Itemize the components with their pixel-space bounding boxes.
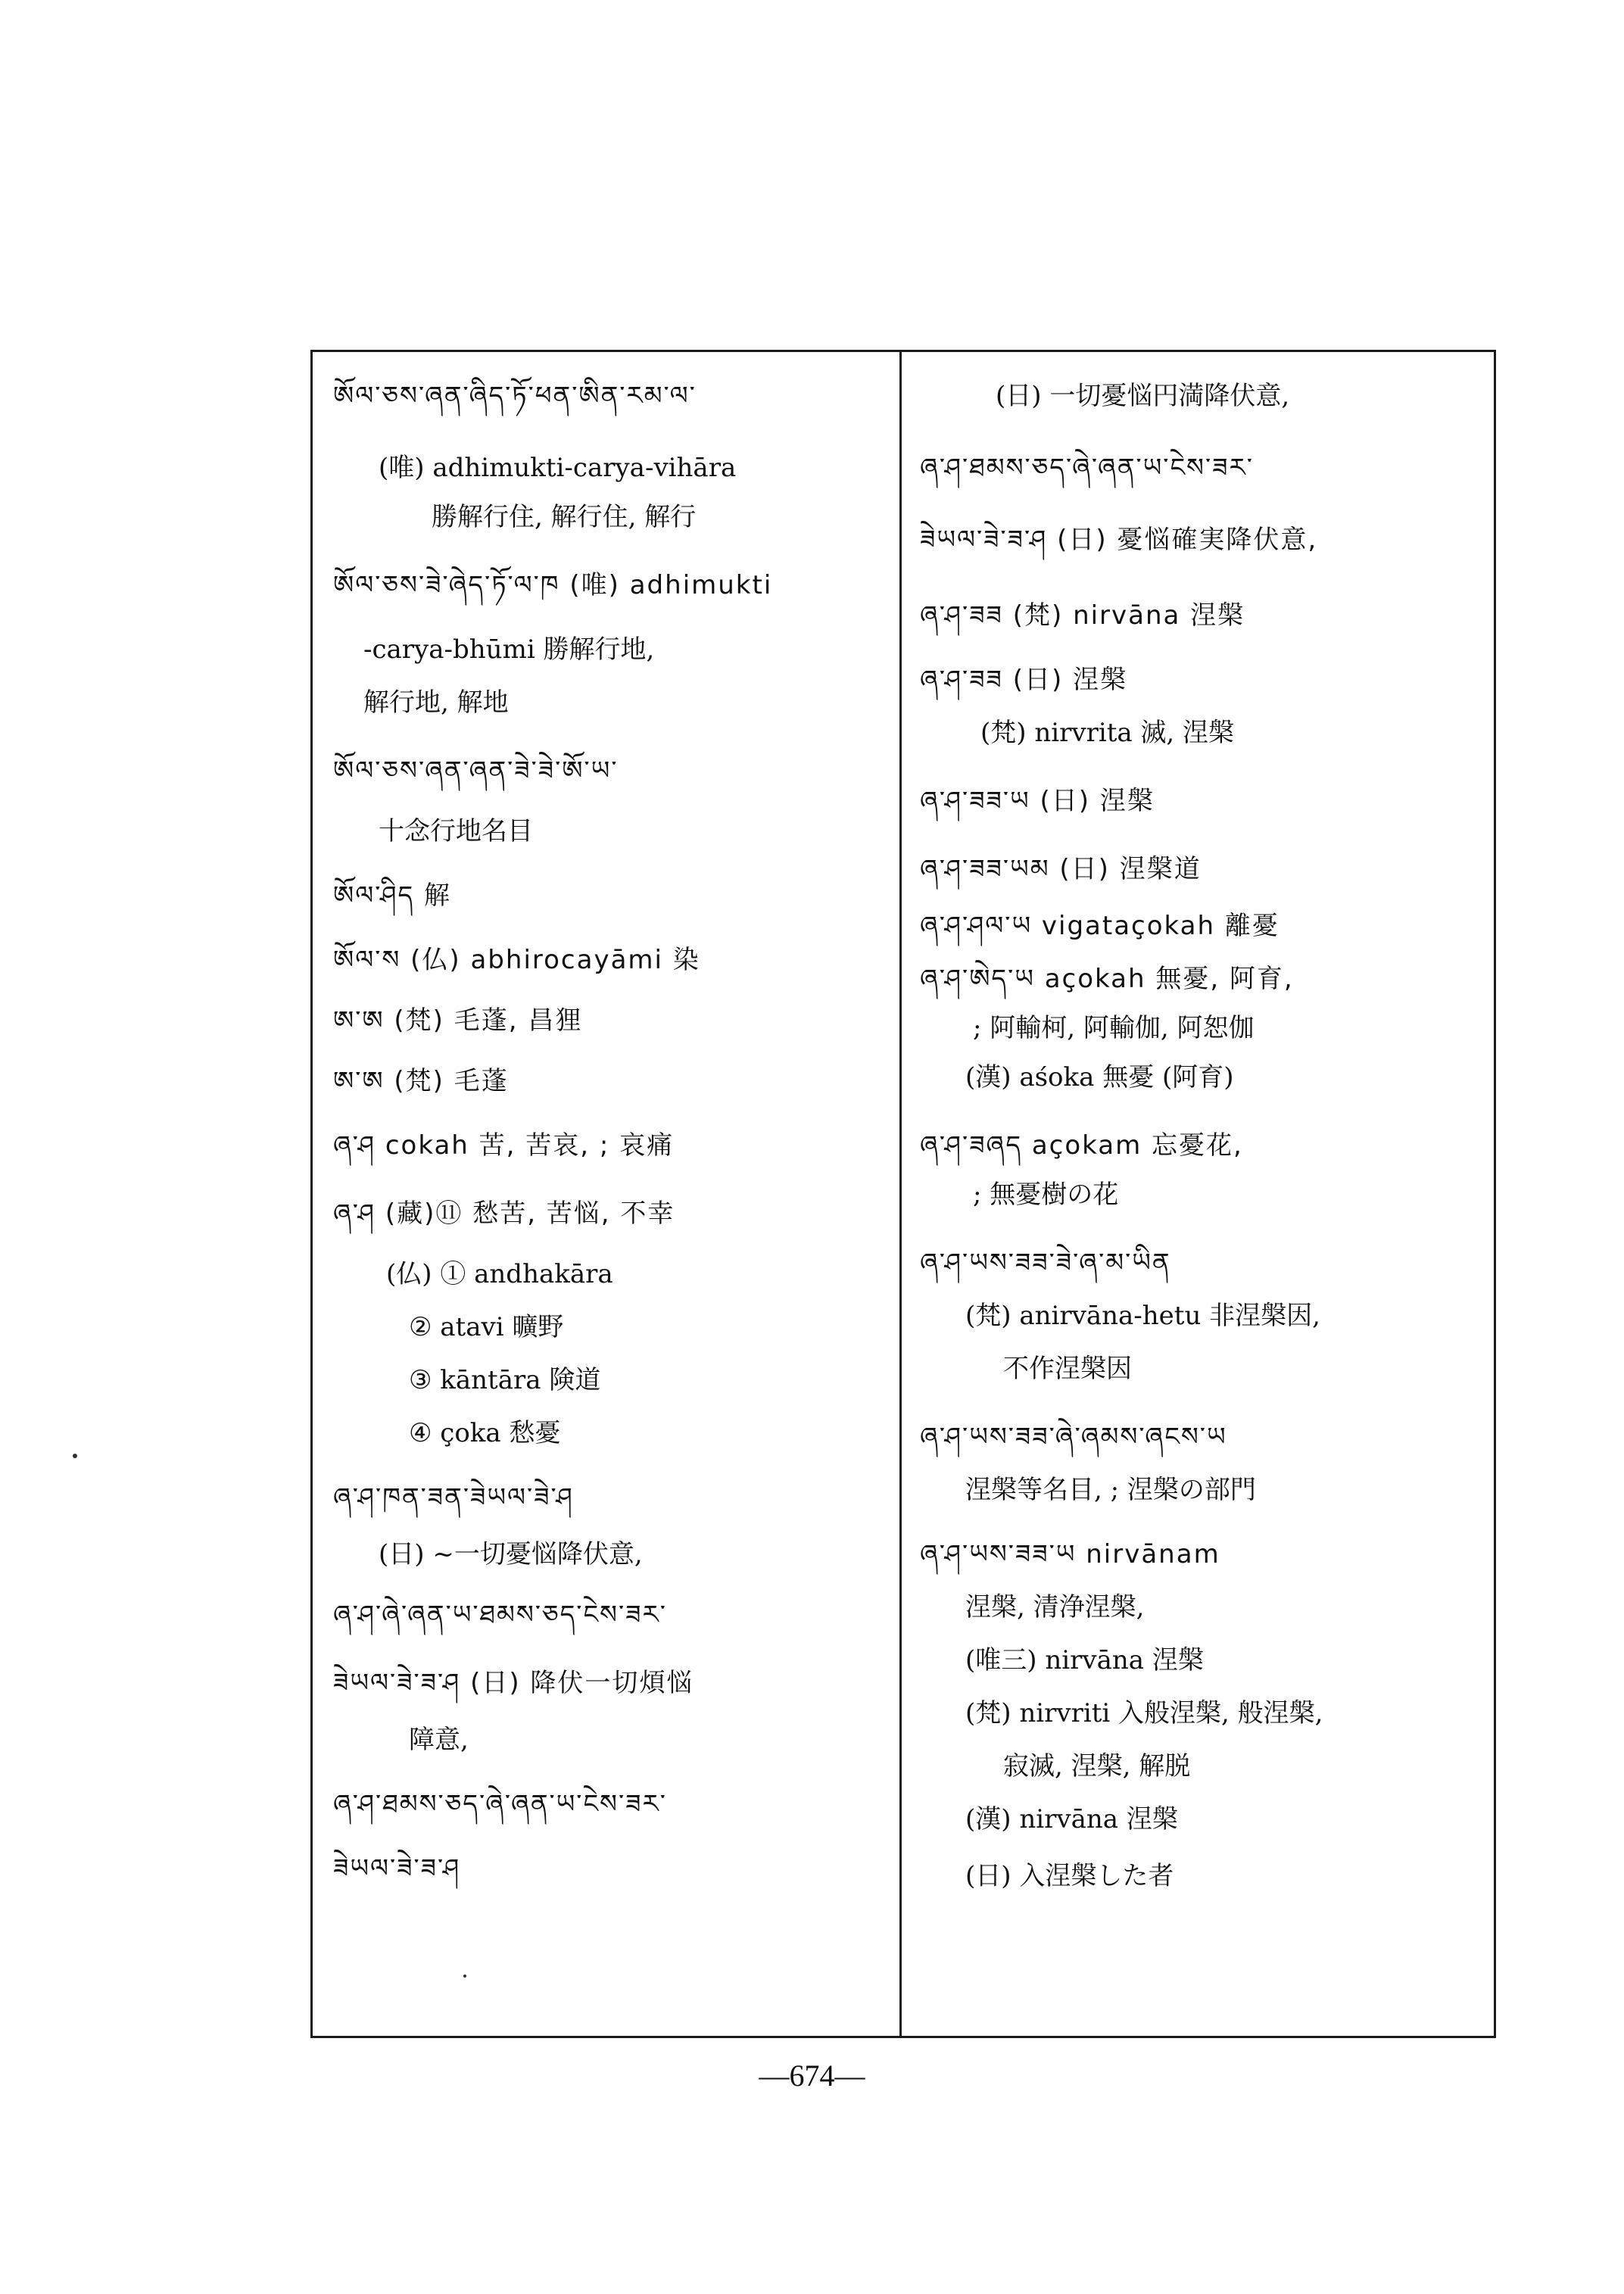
entry-line: ཞ་ཤ་ཞེ་ཞན་ཡ་ཐམས་ཅད་ངེས་ཟར་ xyxy=(333,1600,667,1630)
entry-line: 障意, xyxy=(409,1725,469,1755)
entry-line: ཨོལ་ཅས་ཞན་ཞིད་ཏོ་ཕན་ཨིན་རམ་ལ་ xyxy=(333,381,697,411)
entry-line: ; 無憂樹の花 xyxy=(973,1180,1119,1210)
entry-line: (日) 一切憂悩円満降伏意, xyxy=(996,381,1290,411)
entry-line: ③ kāntāra 険道 xyxy=(409,1365,601,1395)
scan-speck xyxy=(73,1454,77,1458)
entry-line: (漢) nirvāna 涅槃 xyxy=(965,1804,1178,1834)
entry-line: ; 阿輸柯, 阿輸伽, 阿恕伽 xyxy=(973,1013,1255,1043)
entry-line: -carya-bhūmi 勝解行地, xyxy=(363,634,655,665)
entry-line: ཞ་ཤ་ཁན་ཟན་ཟེཡལ་ཟེ་ཤ xyxy=(333,1482,574,1513)
entry-line: ཞ་ཤ་ཡས་ཟཟ་ཞེ་ཞམས་ཞངས་ཡ xyxy=(920,1422,1227,1452)
entry-line: ཞ་ཤ་ཟཟ་ཡ (日) 涅槃 xyxy=(920,786,1155,816)
entry-line: (梵) nirvriti 入般涅槃, 般涅槃, xyxy=(965,1698,1323,1728)
entry-line: 涅槃, 清浄涅槃, xyxy=(965,1592,1145,1622)
entry-line: 解行地, 解地 xyxy=(363,687,509,718)
entry-line: (仏) ① andhakāra xyxy=(386,1259,613,1289)
entry-line: ཞ་ཤ (藏)⑪ 愁苦, 苦悩, 不幸 xyxy=(333,1198,675,1229)
entry-line: 寂滅, 涅槃, 解脱 xyxy=(1003,1751,1191,1781)
scan-speck xyxy=(463,1975,466,1978)
entry-line: ཞ་ཤ་ཐམས་ཅད་ཞེ་ཞན་ཡ་ངེས་ཟར་ xyxy=(333,1789,667,1819)
entry-line: ཞ་ཤ་ཤལ་ཡ vigataçokah 離憂 xyxy=(920,911,1280,941)
entry-line: (漢) aśoka 無憂 (阿育) xyxy=(965,1062,1234,1092)
entry-line: ཞ་ཤ་ཟཞད açokam 忘憂花, xyxy=(920,1130,1243,1161)
entry-line: ④ çoka 愁憂 xyxy=(409,1418,561,1448)
entry-line: (唯三) nirvāna 涅槃 xyxy=(965,1645,1204,1675)
entry-line: ཞ་ཤ cokah 苦, 苦哀, ; 哀痛 xyxy=(333,1130,675,1161)
entry-line: ཨོལ་ས (仏) abhirocayāmi 染 xyxy=(333,945,700,975)
entry-line: ཞ་ཤ་ཡས་ཟཟ་ཡ nirvānam xyxy=(920,1539,1220,1569)
entry-line: (唯) adhimukti-carya-vihāra xyxy=(379,453,737,483)
entry-line: 十念行地名目 xyxy=(379,816,533,846)
entry-line: ཞ་ཤ་ཡས་ཟཟ་ཟེ་ཞ་མ་ཡིན xyxy=(920,1248,1171,1278)
entry-line: ཨ་ཨ (梵) 毛蓬, 昌狸 xyxy=(333,1005,583,1036)
entry-line: (梵) anirvāna-hetu 非涅槃因, xyxy=(965,1301,1320,1331)
entry-line: ཨོལ་ཤིད 解 xyxy=(333,881,451,911)
entry-line: 勝解行住, 解行住, 解行 xyxy=(432,502,697,532)
entry-line: ཞ་ཤ་ཟཟ (日) 涅槃 xyxy=(920,665,1128,695)
entry-line: ཟེཡལ་ཟེ་ཟ་ཤ (日) 降伏一切煩悩 xyxy=(333,1668,694,1698)
entry-line: ② atavi 曠野 xyxy=(409,1312,564,1342)
dictionary-frame xyxy=(310,350,1496,2038)
entry-line: (日) ~一切憂悩降伏意, xyxy=(379,1539,643,1569)
entry-line: ཞ་ཤ་ཐམས་ཅད་ཞེ་ཞན་ཡ་ངེས་ཟར་ xyxy=(920,453,1254,483)
entry-line: ཞ་ཤ་ཨེད་ཡ açokah 無憂, 阿育, xyxy=(920,964,1294,994)
entry-line: ཨ་ཨ (梵) 毛蓬 xyxy=(333,1066,509,1096)
entry-line: ཟེཡལ་ཟེ་ཟ་ཤ xyxy=(333,1853,461,1884)
page-number: —674— xyxy=(759,2059,865,2093)
entry-line: ཞ་ཤ་ཟཟ (梵) nirvāna 涅槃 xyxy=(920,600,1245,631)
entry-line: (日) 入涅槃した者 xyxy=(965,1861,1174,1891)
entry-line: ཟེཡལ་ཟེ་ཟ་ཤ (日) 憂悩確実降伏意, xyxy=(920,525,1318,555)
entry-line: ཞ་ཤ་ཟཟ་ཡམ (日) 涅槃道 xyxy=(920,854,1202,884)
entry-line: ཨོལ་ཅས་ཞན་ཞན་ཟེ་ཟེ་ཨོ་ཡ་ xyxy=(333,756,619,786)
entry-line: ཨོལ་ཅས་ཟེ་ཞེད་ཏོ་ལ་ཁ (唯) adhimukti xyxy=(333,570,773,600)
entry-line: 涅槃等名目, ; 涅槃の部門 xyxy=(965,1475,1256,1505)
entry-line: (梵) nirvrita 滅, 涅槃 xyxy=(980,718,1235,748)
entry-line: 不作涅槃因 xyxy=(1003,1354,1132,1384)
column-divider xyxy=(899,350,902,2038)
